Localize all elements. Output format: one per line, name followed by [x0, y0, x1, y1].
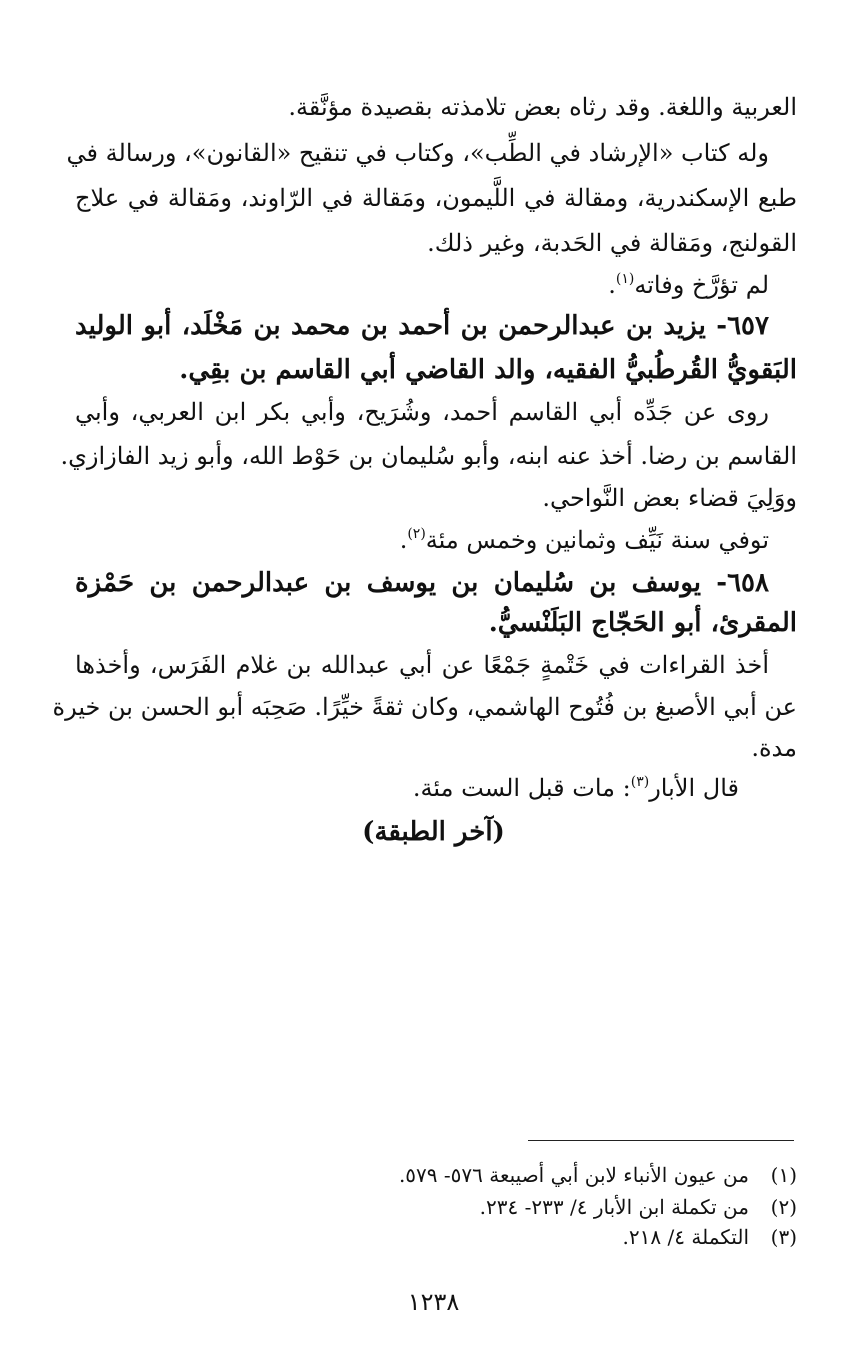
- text-line: [75, 270, 797, 300]
- footnote-divider: [528, 1140, 794, 1141]
- text-fragment: لم تؤرَّخ وفاته: [634, 271, 769, 299]
- text-line: طبع الإسكندرية، ومقالة في اللَّيمون، ومَقالة في الرّاوند، ومَقالة في علاج: [75, 184, 797, 212]
- footnote-ref: (٣): [630, 774, 650, 790]
- footnote: [75, 1224, 797, 1250]
- section-end-heading: (آخر الطبقة): [362, 817, 505, 847]
- footnote-number: (١): [770, 1163, 797, 1187]
- footnote-text: من عيون الأنباء لابن أبي أصيبعة ٥٧٦- ٥٧٩.: [398, 1163, 749, 1187]
- text-line: القولنج، ومَقالة في الحَدبة، وغير ذلك.: [427, 229, 797, 257]
- text-line: العربية واللغة. وقد رثاه بعض تلامذته بقصيدة مؤنَّقة.: [288, 93, 797, 121]
- entry-heading: ٦٥٨- يوسف بن سُليمان بن يوسف بن عبدالرحمن بن حَمْزة: [75, 568, 769, 598]
- text-fragment: .: [399, 526, 408, 554]
- text-fragment: : مات قبل الست مئة.: [412, 774, 631, 802]
- footnote-text: من تكملة ابن الأبار ٤/ ٢٣٣- ٢٣٤.: [479, 1195, 749, 1219]
- entry-heading: البَقويُّ القُرطُبيُّ الفقيه، والد القاضي أبي القاسم بن بقِي.: [179, 355, 797, 385]
- text-line: مدة.: [751, 734, 797, 762]
- entry-heading: المقرئ، أبو الحَجّاج البَلَنْسيُّ.: [488, 608, 797, 638]
- text-line: ووَلِيَ قضاء بعض النَّواحي.: [542, 484, 797, 512]
- text-line: القاسم بن رضا. أخذ عنه ابنه، وأبو سُليمان بن حَوْط الله، وأبو زيد الفازازي.: [60, 442, 797, 470]
- text-fragment: توفي سنة نَيِّف وثمانين وخمس مئة: [425, 526, 769, 554]
- text-line: وله كتاب «الإرشاد في الطِّب»، وكتاب في تنقيح «القانون»، ورسالة في: [66, 139, 769, 167]
- text-line: [75, 525, 797, 555]
- text-fragment: .: [608, 271, 616, 299]
- text-line: روى عن جَدِّه أبي القاسم أحمد، وشُرَيح، وأبي بكر ابن العربي، وأبي: [75, 398, 769, 426]
- footnote: [75, 1162, 797, 1188]
- text-line: [75, 773, 797, 803]
- entry-heading: ٦٥٧- يزيد بن عبدالرحمن بن أحمد بن محمد بن مَخْلَد، أبو الوليد: [75, 311, 769, 341]
- text-line: أخذ القراءات في خَتْمةٍ جَمْعًا عن أبي عبدالله بن غلام الفَرَس، وأخذها: [75, 651, 769, 679]
- footnote-text: التكملة ٤/ ٢١٨.: [622, 1225, 749, 1249]
- text-fragment: قال الأبار: [649, 774, 739, 802]
- footnote: [75, 1194, 797, 1220]
- page-number: ١٢٣٨: [407, 1288, 460, 1316]
- footnote-number: (٢): [770, 1195, 797, 1219]
- footnote-ref: (١): [615, 271, 635, 287]
- footnote-ref: (٢): [407, 526, 426, 542]
- text-line: عن أبي الأصبغ بن فُتُوح الهاشمي، وكان ثقةً خيِّرًا. صَحِبَه أبو الحسن بن خيرة: [52, 693, 797, 721]
- footnote-number: (٣): [770, 1225, 797, 1249]
